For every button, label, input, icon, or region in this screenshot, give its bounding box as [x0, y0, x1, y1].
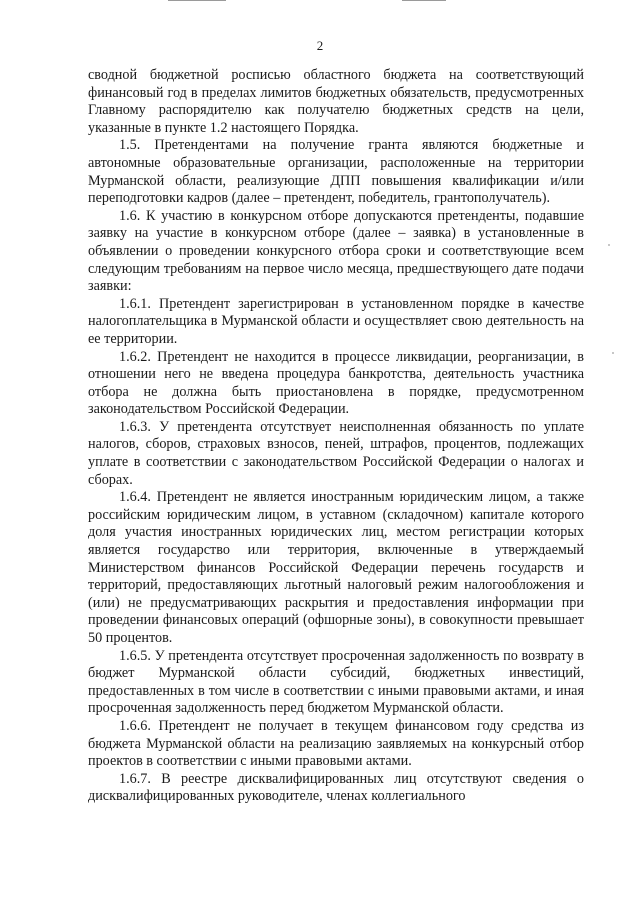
page-number: 2	[316, 38, 324, 53]
paragraph-1-6-2: 1.6.2. Претендент не находится в процессе ликвидации, реорганизации, в отношении него не введена процедура банкротства, деятельность участника отбора не должна быть приостановлена в порядке, предусмотренном законодательством Российской Федерации.	[88, 348, 584, 418]
paragraph-continuation: сводной бюджетной росписью областного бюджета на соответствующий финансовый год в пределах лимитов бюджетных обязательств, предусмотренных Главному распорядителю как получателю бюджетных средств на цели, указанные в пункте 1.2 настоящего Порядка.	[88, 67, 584, 136]
paragraph-1-6-7: 1.6.7. В реестре дисквалифицированных лиц отсутствуют сведения о дисквалифицированных руководителе, членах коллегиального	[88, 770, 584, 805]
scan-speck	[608, 244, 610, 246]
paragraph-1-6-5: 1.6.5. У претендента отсутствует просроченная задолженность по возврату в бюджет Мурманской области субсидий, бюджетных инвестиций, предоставленных в том числе в соответствии с иными правовыми актами, и иная просроченная задолженность перед бюджетом Мурманской области.	[88, 647, 584, 717]
scan-speck	[612, 352, 614, 354]
scan-edge-mark-right	[402, 0, 446, 1]
scan-edge-mark-left	[168, 0, 226, 1]
paragraph-1-6-4: 1.6.4. Претендент не является иностранным юридическим лицом, а также российским юридическим лицом, в уставном (складочном) капитале которого доля участия иностранных юридических лиц, местом регистрации которых является государство или территория, включенные в утверждаемый Министерством финансов Российской Федерации перечень государств и территорий, предоставляющих льготный налоговый режим налогообложения и (или) не предусматривающих раскрытия и предоставления информации при проведении финансовых операций (офшорные зоны), в совокупности превышает 50 процентов.	[88, 489, 584, 646]
document-body	[88, 67, 584, 806]
paragraph-1-6-3: 1.6.3. У претендента отсутствует неисполненная обязанность по уплате налогов, сборов, страховых взносов, пеней, штрафов, процентов, подлежащих уплате в соответствии с законодательством Российской Федерации о налогах и сборах.	[88, 418, 584, 488]
paragraph-1-5: 1.5. Претендентами на получение гранта являются бюджетные и автономные образовательные организации, расположенные на территории Мурманской области, реализующие ДПП повышения квалификации и/или переподготовки кадров (далее – претендент, победитель, грантополучатель).	[88, 137, 584, 207]
paragraph-1-6-6: 1.6.6. Претендент не получает в текущем финансовом году средства из бюджета Мурманской области на реализацию заявляемых на конкурсный отбор проектов в соответствии с иными правовыми актами.	[88, 717, 584, 770]
paragraph-1-6-1: 1.6.1. Претендент зарегистрирован в установленном порядке в качестве налогоплательщика в Мурманской области и осуществляет свою деятельность на ее территории.	[88, 295, 584, 347]
paragraph-1-6: 1.6. К участию в конкурсном отборе допускаются претенденты, подавшие заявку на участие в конкурсном отборе (далее – заявка) в установленные в объявлении о проведении конкурсного отбора сроки и соответствующие всем следующим требованиям на первое число месяца, предшествующего дате подачи заявки:	[88, 207, 584, 295]
